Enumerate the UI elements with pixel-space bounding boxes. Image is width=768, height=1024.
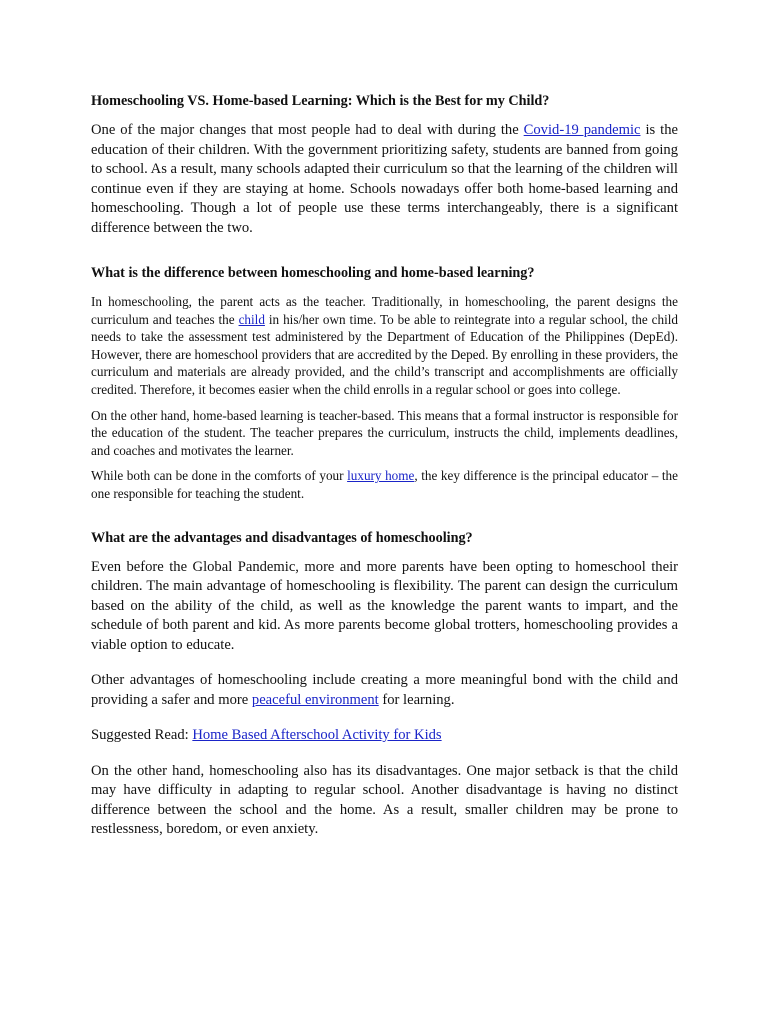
key-difference-paragraph: [91, 467, 678, 502]
article-title: Homeschooling VS. Home-based Learning: Which is the Best for my Child?: [91, 93, 550, 109]
section-heading-difference: What is the difference between homeschooling and home-based learning?: [91, 265, 535, 281]
luxury-home-link[interactable]: luxury home: [347, 468, 415, 484]
suggested-read: [91, 726, 678, 746]
intro-paragraph: [91, 121, 678, 238]
home-based-paragraph: On the other hand, home-based learning is teacher-based. This means that a formal instructor is responsible for the education of the student. The teacher prepares the curriculum, instructs the child, implements deadlines, and coaches and motivates the learner.: [91, 407, 678, 458]
disadvantages-paragraph: On the other hand, homeschooling also has its disadvantages. One major setback is that the child may have difficulty in adapting to regular school. Another disadvantage is having no distinct difference between the school and the home. As a result, smaller children may be prone to restlessness, boredom, or even anxiety.: [91, 762, 678, 838]
suggested-read-link[interactable]: Home Based Afterschool Activity for Kids: [192, 727, 442, 744]
suggested-read-label: Suggested Read:: [91, 727, 193, 744]
covid-link[interactable]: Covid-19 pandemic: [523, 122, 641, 138]
document-page: [91, 92, 678, 856]
advantages-paragraph: Even before the Global Pandemic, more and more parents have been opting to homeschool their children. The main advantage of homeschooling is flexibility. The parent can design the curriculum based on the ability of the child, as well as the knowledge the parent wants to impart, and the schedule of both parent and kid. As more parents become global trotters, homeschooling provides a viable option to educate.: [91, 558, 678, 653]
homeschooling-text-after: in his/her own time. To be able to reintegrate into a regular school, the child needs to take the assessment test administered by the Department of Education of the Philippines (DepEd). However, there are homeschool providers that are accredited by the Deped. By enrolling in these providers, the curriculum and materials are already provided, and the child’s transcript and accomplishments are officially credited. Therefore, it becomes easier when the child enrolls in a regular school or goes into college.: [91, 311, 679, 397]
other-advantages-paragraph: [91, 671, 678, 710]
homeschooling-paragraph: [91, 293, 678, 399]
homeschooling-text-before: In homeschooling, the parent acts as the teacher. Traditionally, in homeschooling, the parent designs the curriculum and teaches the: [91, 294, 678, 327]
key-difference-text-before: While both can be done in the comforts of your: [91, 468, 348, 484]
intro-text-before: One of the major changes that most people had to deal with during the: [91, 122, 524, 138]
child-link[interactable]: child: [238, 311, 265, 327]
key-difference-text-after: , the key difference is the principal educator – the one responsible for teaching the student.: [91, 468, 678, 501]
intro-text-after: is the education of their children. With the government prioritizing safety, students are banned from going to school. As a result, many schools adapted their curriculum so that the learning of the children will continue even if they are staying at home. Schools nowadays offer both home-based learning and homeschooling. Though a lot of people use these terms interchangeably, there is a significant difference between the two.: [91, 122, 678, 236]
peaceful-environment-link[interactable]: peaceful environment: [251, 691, 379, 708]
other-advantages-text-after: for learning.: [378, 691, 455, 708]
other-advantages-text-before: Other advantages of homeschooling include creating a more meaningful bond with the child and providing a safer and more: [91, 672, 678, 708]
section-heading-advantages: What are the advantages and disadvantages of homeschooling?: [91, 529, 473, 546]
